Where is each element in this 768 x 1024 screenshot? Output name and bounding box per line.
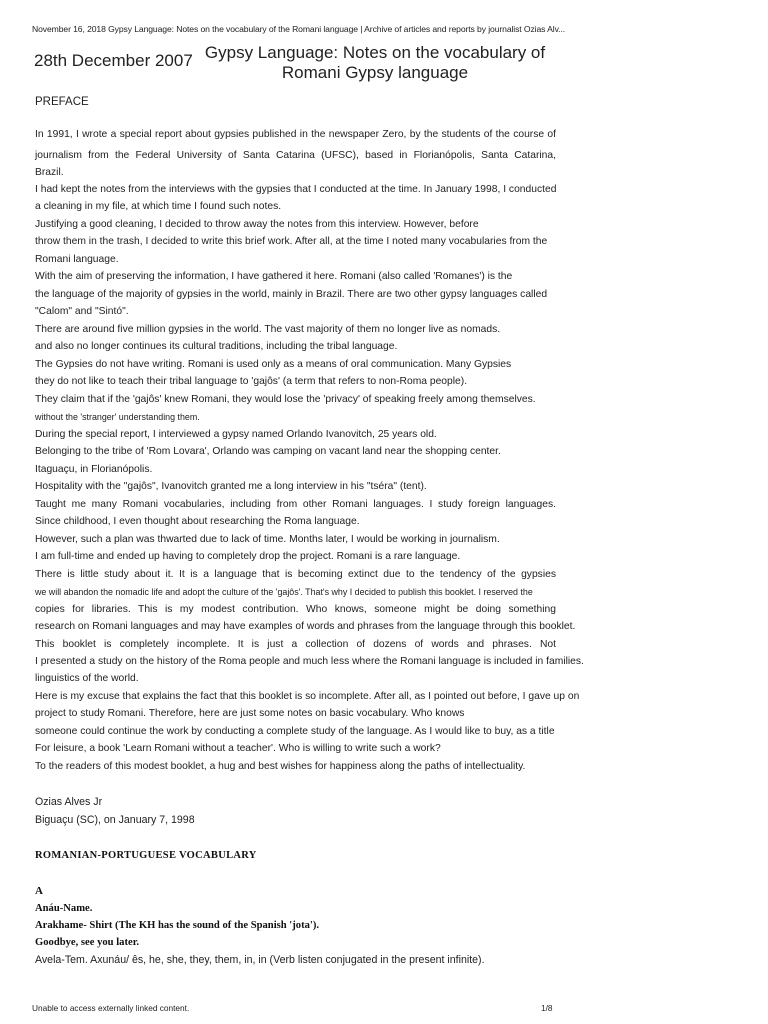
preface-line: The Gypsies do not have writing. Romani is used only as a means of oral communication. Many Gypsies xyxy=(35,359,512,370)
preface-line: Hospitality with the "gajôs", Ivanovitch granted me a long interview in his "tséra" (tent). xyxy=(35,481,427,492)
preface-line: Romani language. xyxy=(35,254,119,265)
preface-line: "Calom" and "Sintó". xyxy=(35,306,129,317)
preface-heading: PREFACE xyxy=(35,96,89,108)
preface-line: There is little study about it. It is a language that is becoming extinct due to the tendency of the gypsies xyxy=(35,569,556,580)
preface-line: In 1991, I wrote a special report about gypsies published in the newspaper Zero, by the students of the course of xyxy=(35,129,556,140)
preface-line: Taught me many Romani vocabularies, including from other Romani languages. I study foreign languages. xyxy=(35,499,556,510)
preface-line: and also no longer continues its cultural traditions, including the tribal language. xyxy=(35,341,398,352)
preface-line: without the 'stranger' understanding them. xyxy=(35,412,200,422)
vocabulary-entry: Arakhame- Shirt (The KH has the sound of the Spanish 'jota'). xyxy=(35,920,320,931)
preface-line: I presented a study on the history of the Roma people and much less where the Romani language is included in families. xyxy=(35,656,584,667)
vocabulary-entry: Anáu-Name. xyxy=(35,903,93,914)
preface-line: someone could continue the work by conducting a complete study of the language. As I would like to buy, as a title xyxy=(35,726,555,737)
preface-line: Justifying a good cleaning, I decided to throw away the notes from this interview. However, before xyxy=(35,219,479,230)
preface-line: Since childhood, I even thought about researching the Roma language. xyxy=(35,516,360,527)
preface-line: we will abandon the nomadic life and adopt the culture of the 'gajôs'. That's why I decided to publish this booklet. I reserved the xyxy=(35,587,533,597)
document-title xyxy=(175,43,575,83)
preface-line: journalism from the Federal University of Santa Catarina (UFSC), based in Florianópolis, Santa Catarina, xyxy=(35,150,556,161)
preface-line: With the aim of preserving the information, I have gathered it here. Romani (also called 'Romanes') is the xyxy=(35,271,513,282)
preface-line: They claim that if the 'gajôs' knew Romani, they would lose the 'privacy' of speaking freely among themselves. xyxy=(35,394,536,405)
print-header: November 16, 2018 Gypsy Language: Notes on the vocabulary of the Romani language | Archive of articles and reports by journalist Ozias Alv... xyxy=(32,24,566,34)
preface-line: I had kept the notes from the interviews with the gypsies that I conducted at the time. In January 1998, I conducted xyxy=(35,184,557,195)
preface-line: During the special report, I interviewed a gypsy named Orlando Ivanovitch, 25 years old. xyxy=(35,429,437,440)
vocabulary-letter: A xyxy=(35,885,43,897)
preface-line: Belonging to the tribe of 'Rom Lovara', Orlando was camping on vacant land near the shopping center. xyxy=(35,446,501,457)
vocabulary-entry: Avela-Tem. Axunáu/ ês, he, she, they, them, in, in (Verb listen conjugated in the present infinite). xyxy=(35,954,485,966)
signature-place-date: Biguaçu (SC), on January 7, 1998 xyxy=(35,814,195,826)
preface-line: There are around five million gypsies in the world. The vast majority of them no longer live as nomads. xyxy=(35,324,501,335)
vocabulary-heading: ROMANIAN-PORTUGUESE VOCABULARY xyxy=(35,850,257,861)
preface-line: For leisure, a book 'Learn Romani without a teacher'. Who is willing to write such a work? xyxy=(35,743,441,754)
print-footer-note: Unable to access externally linked content. xyxy=(32,1003,190,1013)
document-date: 28th December 2007 xyxy=(34,51,193,70)
preface-line: Here is my excuse that explains the fact that this booklet is so incomplete. After all, as I pointed out before, I gave up on xyxy=(35,691,580,702)
preface-line: To the readers of this modest booklet, a hug and best wishes for happiness along the paths of intellectuality. xyxy=(35,761,526,772)
document-title-line-1: Gypsy Language: Notes on the vocabulary of xyxy=(204,43,546,62)
preface-line: project to study Romani. Therefore, here are just some notes on basic vocabulary. Who knows xyxy=(35,708,465,719)
signature-name: Ozias Alves Jr xyxy=(35,796,103,808)
preface-line: the language of the majority of gypsies in the world, mainly in Brazil. There are two other gypsy languages called xyxy=(35,289,548,300)
preface-line: copies for libraries. This is my modest contribution. Who knows, someone might be doing something xyxy=(35,604,556,615)
preface-line: research on Romani languages and may have examples of words and phrases from the language through this booklet. xyxy=(35,621,576,632)
vocabulary-entry: Goodbye, see you later. xyxy=(35,937,140,948)
preface-line: linguistics of the world. xyxy=(35,673,139,684)
preface-line: This booklet is completely incomplete. It is just a collection of dozens of words and phrases. Not xyxy=(35,639,556,650)
preface-line: Brazil. xyxy=(35,167,64,178)
preface-line: a cleaning in my file, at which time I found such notes. xyxy=(35,201,282,212)
preface-line: throw them in the trash, I decided to write this brief work. After all, at the time I noted many vocabularies from the xyxy=(35,236,548,247)
page-number: 1/8 xyxy=(541,1003,553,1013)
preface-line: Itaguaçu, in Florianópolis. xyxy=(35,464,153,475)
preface-line: However, such a plan was thwarted due to lack of time. Months later, I would be working in journalism. xyxy=(35,534,500,545)
document-title-line-2: Romani Gypsy language xyxy=(281,63,469,82)
preface-line: they do not like to teach their tribal language to 'gajôs' (a term that refers to non-Roma people). xyxy=(35,376,468,387)
preface-line: I am full-time and ended up having to completely drop the project. Romani is a rare language. xyxy=(35,551,461,562)
